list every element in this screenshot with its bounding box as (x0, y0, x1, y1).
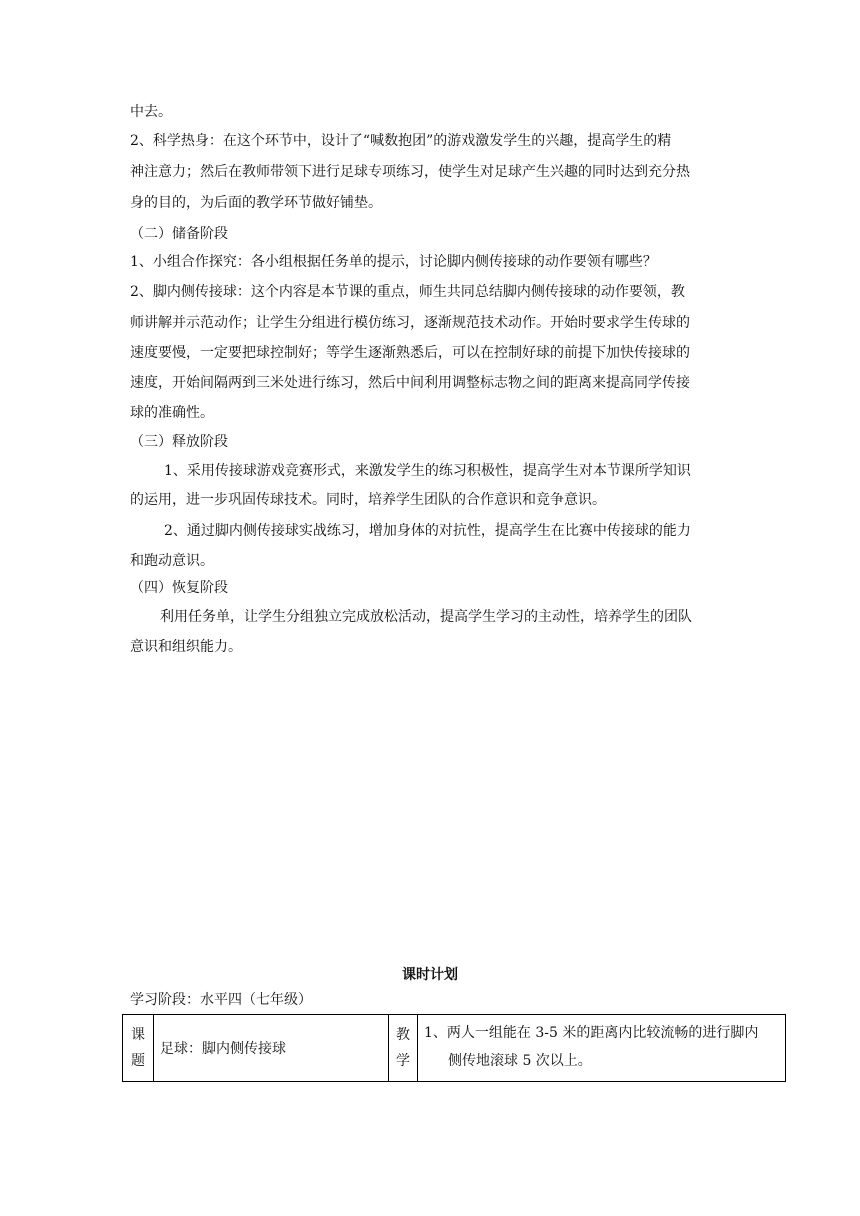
paragraph-line: 的运用，进一步巩固传球技术。同时，培养学生团队的合作意识和竞争意识。 (130, 492, 606, 508)
paragraph-line: 利用任务单，让学生分组独立完成放松活动，提高学生学习的主动性，培养学生的团队 (160, 609, 692, 625)
paragraph-line: 身的目的，为后面的教学环节做好铺垫。 (130, 195, 382, 211)
paragraph-line: 师讲解并示范动作；让学生分组进行模仿练习，逐渐规范技术动作。开始时要求学生传球的 (130, 315, 690, 331)
paragraph-line: 神注意力；然后在教师带领下进行足球专项练习，使学生对足球产生兴趣的同时达到充分热 (130, 164, 690, 180)
goal-label-cell (389, 1015, 418, 1082)
paragraph-line: 2、通过脚内侧传接球实战练习，增加身体的对抗性，提高学生在比赛中传接球的能力 (164, 523, 691, 539)
goal-label-char: 学 (396, 1053, 410, 1069)
paragraph-line: 意识和组织能力。 (130, 639, 242, 655)
lesson-plan-table (122, 1014, 786, 1082)
lesson-plan-title: 课时计划 (402, 967, 458, 983)
paragraph-line: 速度，开始间隔两到三米处进行练习，然后中间利用调整标志物之间的距离来提高同学传接 (130, 375, 690, 391)
paragraph-line: 球的准确性。 (130, 405, 214, 421)
topic-label-cell (123, 1015, 154, 1082)
goal-value-cell (418, 1015, 786, 1082)
goal-line: 侧传地滚球 5 次以上。 (448, 1053, 592, 1069)
table-row (123, 1015, 786, 1082)
paragraph-line: 1、小组合作探究：各小组根据任务单的提示，讨论脚内侧传接球的动作要领有哪些？ (130, 254, 657, 270)
paragraph-line: 2、科学热身：在这个环节中，设计了“喊数抱团”的游戏激发学生的兴趣，提高学生的精 (130, 133, 672, 149)
paragraph-line: 和跑动意识。 (130, 553, 214, 569)
paragraph-line: 中去。 (130, 104, 172, 120)
goal-line: 1、两人一组能在 3-5 米的距离内比较流畅的进行脚内 (424, 1025, 759, 1041)
section-heading: （四）恢复阶段 (130, 580, 228, 596)
paragraph-line: 1、采用传接球游戏竞赛形式，来激发学生的练习积极性，提高学生对本节课所学知识 (164, 463, 691, 479)
section-heading: （三）释放阶段 (130, 434, 228, 450)
topic-label-char: 题 (131, 1053, 145, 1069)
goal-label-char: 教 (396, 1027, 410, 1043)
paragraph-line: 2、脚内侧传接球：这个内容是本节课的重点，师生共同总结脚内侧传接球的动作要领，教 (130, 284, 685, 300)
topic-label-char: 课 (131, 1027, 145, 1043)
paragraph-line: 速度要慢，一定要把球控制好；等学生逐渐熟悉后，可以在控制好球的前提下加快传接球的 (130, 345, 690, 361)
section-heading: （二）储备阶段 (130, 226, 228, 242)
learning-stage: 学习阶段：水平四（七年级） (130, 992, 312, 1008)
topic-value: 足球：脚内侧传接球 (160, 1041, 286, 1057)
topic-value-cell (154, 1015, 389, 1082)
